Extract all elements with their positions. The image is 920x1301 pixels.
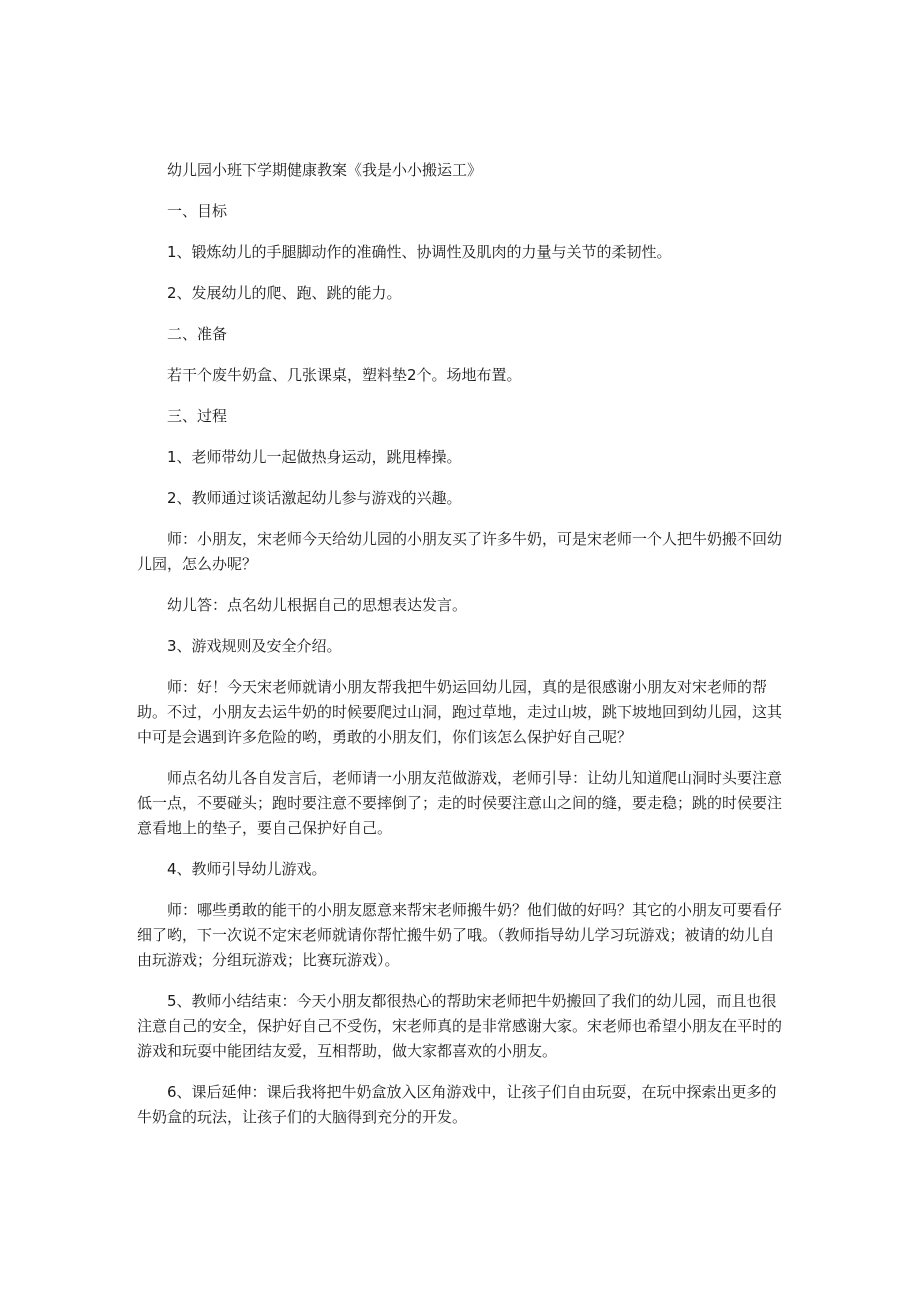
process-step-5: 5、教师小结结束：今天小朋友都很热心的帮助宋老师把牛奶搬回了我们的幼儿园，而且也很注意自己的安全，保护好自己不受伤，宋老师真的是非常感谢大家。宋老师也希望小朋友在平时的游戏和玩耍中能团结友爱，互相帮助，做大家都喜欢的小朋友。	[137, 992, 783, 1060]
teacher-guidance: 师点名幼儿各自发言后，老师请一小朋友范做游戏，老师引导：让幼儿知道爬山洞时头要注意低一点，不要碰头；跑时要注意不要摔倒了；走的时侯要注意山之间的缝，要走稳；跳的时侯要注意看地上的垫子，要自己保护好自己。	[137, 769, 783, 837]
process-step-4: 4、教师引导幼儿游戏。	[167, 860, 327, 878]
teacher-dialogue-3: 师：哪些勇敢的能干的小朋友愿意来帮宋老师搬牛奶？他们做的好吗？其它的小朋友可要看仔细了哟，下一次说不定宋老师就请你帮忙搬牛奶了哦。（教师指导幼儿学习玩游戏；被请的幼儿自由玩游戏；分组玩游戏；比赛玩游戏）。	[137, 901, 783, 969]
heading-goals: 一、目标	[167, 202, 228, 220]
preparation-text: 若干个废牛奶盒、几张课桌，塑料垫2个。场地布置。	[167, 366, 522, 384]
teacher-dialogue-2: 师：好！今天宋老师就请小朋友帮我把牛奶运回幼儿园，真的是很感谢小朋友对宋老师的帮助。不过，小朋友去运牛奶的时候要爬过山洞，跑过草地，走过山坡，跳下坡地回到幼儿园，这其中可是会遇到许多危险的哟，勇敢的小朋友们，你们该怎么保护好自己呢？	[137, 678, 783, 746]
teacher-dialogue-1: 师：小朋友，宋老师今天给幼儿园的小朋友买了许多牛奶，可是宋老师一个人把牛奶搬不回幼儿园，怎么办呢？	[137, 530, 783, 573]
goal-item-1: 1、锻炼幼儿的手腿脚动作的准确性、协调性及肌肉的力量与关节的柔韧性。	[167, 243, 672, 261]
process-step-1: 1、老师带幼儿一起做热身运动，跳甩棒操。	[167, 448, 462, 466]
document-title: 幼儿园小班下学期健康教案《我是小小搬运工》	[167, 161, 483, 179]
process-step-2: 2、教师通过谈话激起幼儿参与游戏的兴趣。	[167, 489, 462, 507]
process-step-3: 3、游戏规则及安全介绍。	[167, 637, 342, 655]
heading-process: 三、过程	[167, 407, 228, 425]
document-body	[137, 158, 787, 1146]
process-step-6: 6、课后延伸：课后我将把牛奶盒放入区角游戏中，让孩子们自由玩耍，在玩中探索出更多的牛奶盒的玩法，让孩子们的大脑得到充分的开发。	[137, 1083, 777, 1126]
heading-preparation: 二、准备	[167, 325, 228, 343]
child-answer: 幼儿答：点名幼儿根据自己的思想表达发言。	[167, 596, 468, 614]
goal-item-2: 2、发展幼儿的爬、跑、跳的能力。	[167, 284, 402, 302]
